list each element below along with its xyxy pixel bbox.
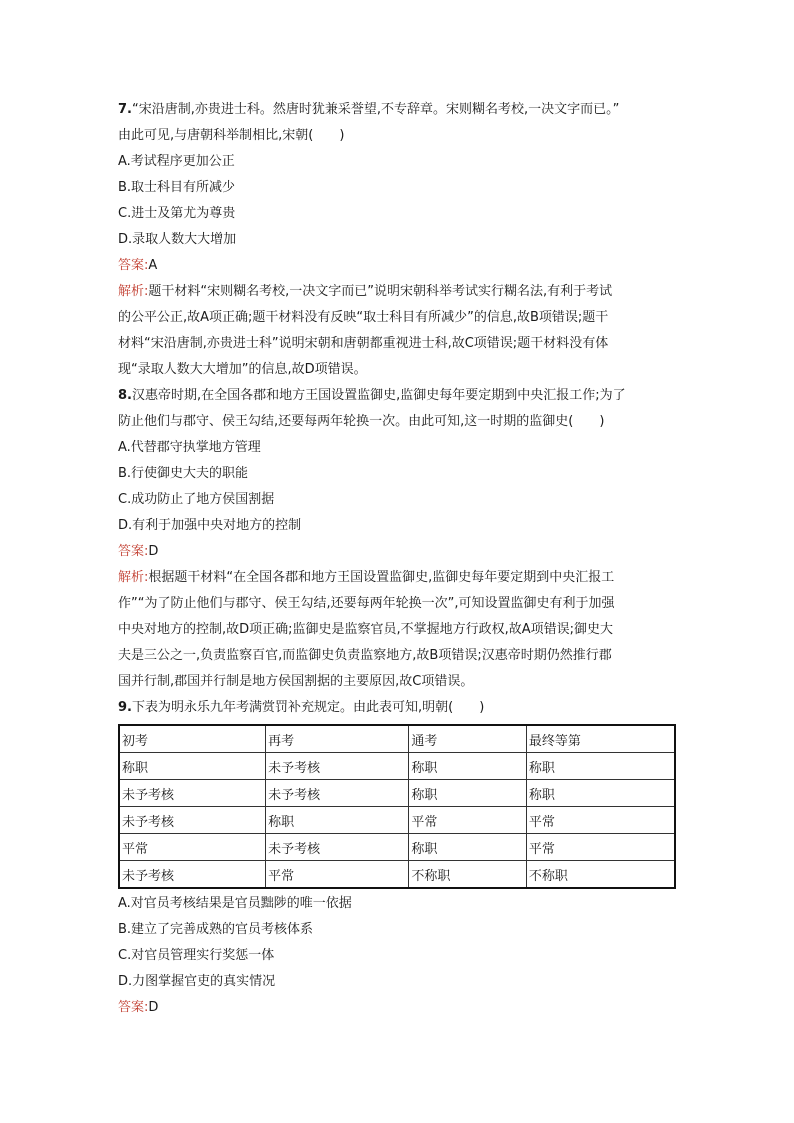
option-a: A.考试程序更加公正 <box>118 154 235 169</box>
answer-label: 答案: <box>118 1000 149 1015</box>
document-page <box>118 97 678 1021</box>
table-header-cell: 最终等第 <box>526 725 675 753</box>
question-9-stem-line-1 <box>118 695 678 721</box>
question-7-stem-line-2: 由此可见,与唐朝科举制相比,宋朝( ) <box>118 128 345 143</box>
table-cell: 未予考核 <box>266 780 409 807</box>
table-cell: 平常 <box>409 807 526 834</box>
analysis-line: 现“录取人数大大增加”的信息,故D项错误。 <box>118 362 367 377</box>
question-9 <box>118 695 678 1021</box>
table-cell: 平常 <box>266 861 409 889</box>
analysis-line <box>118 565 678 591</box>
table-row <box>119 834 675 861</box>
question-text: 下表为明永乐九年考满赏罚补充规定。由此表可知,明朝( ) <box>131 700 485 715</box>
option-d: D.录取人数大大增加 <box>118 232 237 247</box>
table-cell: 平常 <box>526 807 675 834</box>
table-row <box>119 861 675 889</box>
question-8-stem-line-2: 防止他们与郡守、侯王勾结,还要每两年轮换一次。由此可知,这一时期的监御史( ) <box>118 414 605 429</box>
option-a: A.代替郡守执掌地方管理 <box>118 440 261 455</box>
analysis-text: 根据题干材料“在全国各郡和地方王国设置监御史,监御史每年要定期到中央汇报工 <box>148 570 615 585</box>
analysis-line: 中央对地方的控制,故D项正确;监御史是监察官员,不掌握地方行政权,故A项错误;御史大 <box>118 622 614 637</box>
table-header-cell: 再考 <box>266 725 409 753</box>
table-cell: 不称职 <box>526 861 675 889</box>
table-cell: 称职 <box>266 807 409 834</box>
option-b: B.取士科目有所减少 <box>118 180 236 195</box>
question-number: 8. <box>118 388 132 403</box>
table-cell: 未予考核 <box>119 861 266 889</box>
analysis-label: 解析: <box>118 284 149 299</box>
question-number: 9. <box>118 700 132 715</box>
table-cell: 平常 <box>526 834 675 861</box>
assessment-table <box>118 724 676 889</box>
analysis-line: 国并行制,郡国并行制是地方侯国割据的主要原因,故C项错误。 <box>118 674 474 689</box>
question-number: 7. <box>118 102 132 117</box>
answer-value: A <box>148 258 158 273</box>
table-cell: 称职 <box>526 780 675 807</box>
table-cell: 平常 <box>119 834 266 861</box>
answer-line <box>118 253 678 279</box>
table-cell: 未予考核 <box>119 780 266 807</box>
table-cell: 未予考核 <box>119 807 266 834</box>
answer-label: 答案: <box>118 258 149 273</box>
table-cell: 称职 <box>409 780 526 807</box>
option-b: B.行使御史大夫的职能 <box>118 466 249 481</box>
question-7 <box>118 97 678 383</box>
answer-value: D <box>148 544 159 559</box>
table-row <box>119 753 675 780</box>
analysis-text: 题干材料“宋则糊名考校,一决文字而已”说明宋朝科举考试实行糊名法,有利于考试 <box>148 284 613 299</box>
analysis-label: 解析: <box>118 570 149 585</box>
analysis-line: 夫是三公之一,负责监察百官,而监御史负责监察地方,故B项错误;汉惠帝时期仍然推行郡 <box>118 648 612 663</box>
table-header-cell: 初考 <box>119 725 266 753</box>
analysis-block <box>118 279 678 383</box>
answer-label: 答案: <box>118 544 149 559</box>
option-c: C.对官员管理实行奖惩一体 <box>118 948 275 963</box>
table-cell: 未予考核 <box>266 753 409 780</box>
table-row <box>119 807 675 834</box>
option-c: C.成功防止了地方侯国割据 <box>118 492 275 507</box>
option-d: D.力图掌握官吏的真实情况 <box>118 974 276 989</box>
option-c: C.进士及第尤为尊贵 <box>118 206 236 221</box>
question-8-stem-line-1 <box>118 383 678 409</box>
table-cell: 未予考核 <box>266 834 409 861</box>
table-header-row <box>119 725 675 753</box>
option-b: B.建立了完善成熟的官员考核体系 <box>118 922 314 937</box>
table-cell: 称职 <box>526 753 675 780</box>
question-text: 汉惠帝时期,在全国各郡和地方王国设置监御史,监御史每年要定期到中央汇报工作;为了 <box>131 388 626 403</box>
table-cell: 不称职 <box>409 861 526 889</box>
answer-value: D <box>148 1000 159 1015</box>
analysis-line: 材料“宋沿唐制,亦贵进士科”说明宋朝和唐朝都重视进士科,故C项错误;题干材料没有体 <box>118 336 609 351</box>
table-cell: 称职 <box>409 753 526 780</box>
table-header-cell: 通考 <box>409 725 526 753</box>
table-cell: 称职 <box>119 753 266 780</box>
table-cell: 称职 <box>409 834 526 861</box>
analysis-line: 的公平公正,故A项正确;题干材料没有反映“取士科目有所减少”的信息,故B项错误;题干 <box>118 310 609 325</box>
question-text: “宋沿唐制,亦贵进士科。然唐时犹兼采誉望,不专辞章。宋则糊名考校,一决文字而已。” <box>131 102 620 117</box>
answer-line <box>118 539 678 565</box>
option-d: D.有利于加强中央对地方的控制 <box>118 518 302 533</box>
question-8 <box>118 383 678 695</box>
table-row <box>119 780 675 807</box>
question-7-stem-line-1 <box>118 97 678 123</box>
analysis-line: 作”“为了防止他们与郡守、侯王勾结,还要每两年轮换一次”,可知设置监御史有利于加强 <box>118 596 615 611</box>
answer-line <box>118 995 678 1021</box>
option-a: A.对官员考核结果是官员黜陟的唯一依据 <box>118 896 352 911</box>
analysis-block <box>118 565 678 695</box>
analysis-line <box>118 279 678 305</box>
